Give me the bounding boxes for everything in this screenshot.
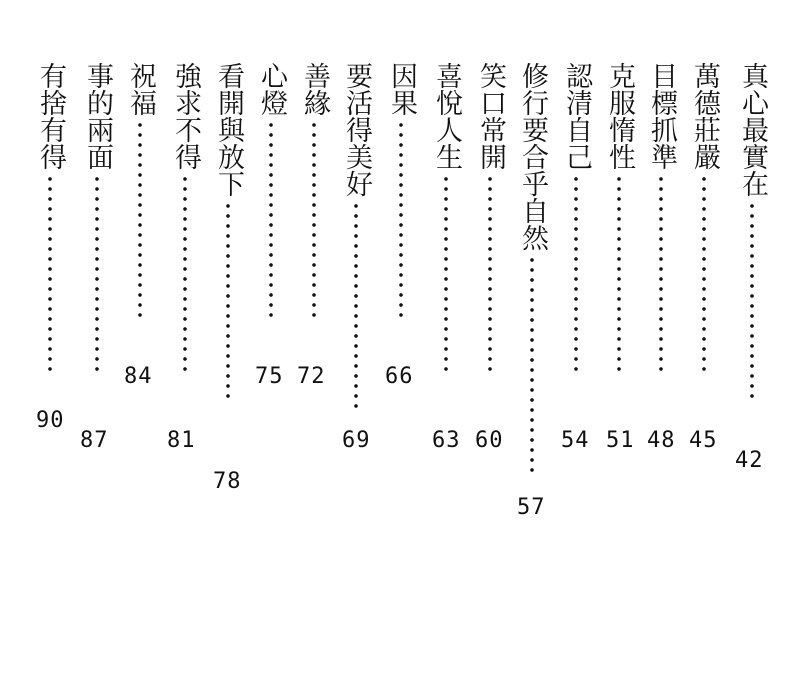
toc-entry-page-number: 75 bbox=[255, 364, 284, 389]
toc-entry-title: 有捨有得 bbox=[35, 62, 66, 170]
leader-dots bbox=[529, 255, 535, 475]
toc-entry[interactable] bbox=[561, 62, 591, 374]
toc-entry[interactable] bbox=[386, 62, 416, 320]
toc-entry-title: 強求不得 bbox=[170, 62, 201, 170]
toc-entry-title: 喜悅人生 bbox=[431, 62, 462, 170]
toc-entry-page-number: 69 bbox=[342, 428, 371, 453]
toc-entry-title: 認清自己 bbox=[561, 62, 592, 170]
toc-entry[interactable] bbox=[646, 62, 676, 374]
leader-dots bbox=[701, 174, 707, 374]
toc-entry-page-number: 45 bbox=[689, 428, 718, 453]
toc-entry[interactable] bbox=[737, 62, 767, 401]
toc-entry[interactable] bbox=[299, 62, 329, 320]
toc-entry[interactable] bbox=[125, 62, 155, 320]
toc-entry-title: 目標抓準 bbox=[646, 62, 677, 170]
leader-dots bbox=[658, 174, 664, 374]
toc-entry[interactable] bbox=[213, 62, 243, 401]
toc-entry-page-number: 90 bbox=[36, 408, 65, 433]
toc-entry-title: 心燈 bbox=[256, 62, 287, 116]
toc-entry-title: 真心最實在 bbox=[737, 62, 768, 197]
leader-dots bbox=[749, 201, 755, 401]
toc-entry-page-number: 72 bbox=[297, 364, 326, 389]
toc-entry-title: 萬德莊嚴 bbox=[689, 62, 720, 170]
toc-entry-title: 克服惰性 bbox=[604, 62, 635, 170]
toc-entry-title: 笑口常開 bbox=[475, 62, 506, 170]
leader-dots bbox=[94, 174, 100, 374]
toc-entry[interactable] bbox=[604, 62, 634, 374]
toc-entry-page-number: 81 bbox=[167, 428, 196, 453]
toc-entry-page-number: 51 bbox=[606, 428, 635, 453]
toc-entry-page-number: 57 bbox=[517, 495, 546, 520]
toc-entry[interactable] bbox=[475, 62, 505, 374]
toc-entry[interactable] bbox=[170, 62, 200, 374]
toc-entry-page-number: 42 bbox=[735, 448, 764, 473]
leader-dots bbox=[443, 174, 449, 374]
toc-entry[interactable] bbox=[431, 62, 461, 374]
leader-dots bbox=[47, 174, 53, 374]
toc-entry-title: 祝福 bbox=[125, 62, 156, 116]
toc-entry-page-number: 87 bbox=[80, 428, 109, 453]
toc-entry[interactable] bbox=[689, 62, 719, 374]
leader-dots bbox=[311, 120, 317, 320]
toc-entry-page-number: 78 bbox=[213, 469, 242, 494]
toc-entry-page-number: 66 bbox=[385, 364, 414, 389]
leader-dots bbox=[182, 174, 188, 374]
toc-entry-page-number: 54 bbox=[561, 428, 590, 453]
toc-entry-page-number: 48 bbox=[647, 428, 676, 453]
toc-entry-title: 要活得美好 bbox=[341, 62, 372, 197]
toc-entry[interactable] bbox=[82, 62, 112, 374]
toc-entry[interactable] bbox=[517, 62, 547, 475]
leader-dots bbox=[487, 174, 493, 374]
toc-entry[interactable] bbox=[35, 62, 65, 374]
toc-entry[interactable] bbox=[256, 62, 286, 320]
leader-dots bbox=[573, 174, 579, 374]
leader-dots bbox=[398, 120, 404, 320]
toc-entry-page-number: 60 bbox=[475, 428, 504, 453]
leader-dots bbox=[137, 120, 143, 320]
leader-dots bbox=[353, 201, 359, 411]
toc-entry-title: 看開與放下 bbox=[213, 62, 244, 197]
toc-entry-title: 因果 bbox=[386, 62, 417, 116]
toc-entry-title: 事的兩面 bbox=[82, 62, 113, 170]
toc-entry[interactable] bbox=[341, 62, 371, 411]
toc-entry-page-number: 84 bbox=[124, 364, 153, 389]
toc-entry-title: 修行要合乎自然 bbox=[517, 62, 548, 251]
toc-entry-page-number: 63 bbox=[432, 428, 461, 453]
leader-dots bbox=[268, 120, 274, 320]
toc-entry-title: 善緣 bbox=[299, 62, 330, 116]
leader-dots bbox=[225, 201, 231, 401]
leader-dots bbox=[616, 174, 622, 374]
